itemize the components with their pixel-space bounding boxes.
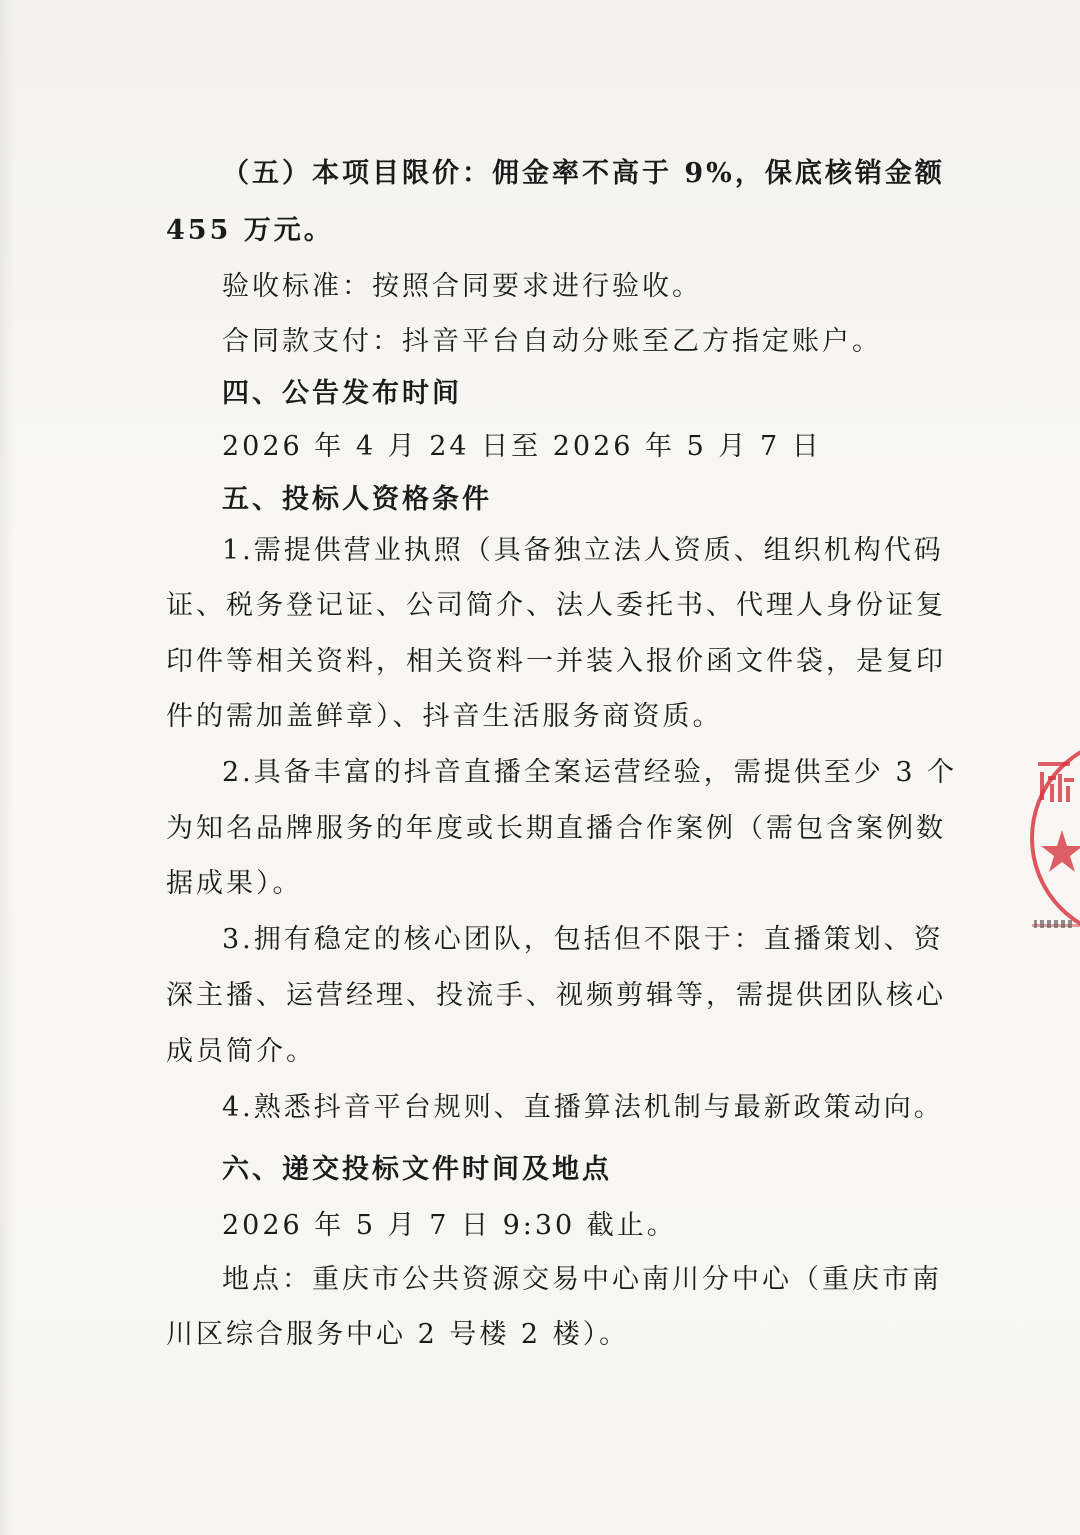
heading-submission-time-place: 六、递交投标文件时间及地点 (222, 1154, 612, 1185)
submission-deadline: 2026 年 5 月 7 日 9:30 截止。 (222, 1210, 677, 1241)
location-line-1: 地点：重庆市公共资源交易中心南川分中心（重庆市南 (222, 1264, 942, 1295)
price-limit-line-1: （五）本项目限价：佣金率不高于 9%，保底核销金额 (222, 158, 945, 189)
price-limit-line-2: 455 万元。 (166, 215, 334, 246)
requirement-3-line-1: 3.拥有稳定的核心团队，包括但不限于：直播策划、资 (222, 924, 944, 955)
requirement-1-line-1: 1.需提供营业执照（具备独立法人资质、组织机构代码 (222, 535, 944, 566)
requirement-2-line-3: 据成果）。 (166, 868, 303, 899)
requirement-2-line-2: 为知名品牌服务的年度或长期直播合作案例（需包含案例数 (166, 813, 946, 844)
heading-announcement-time: 四、公告发布时间 (222, 378, 462, 409)
location-line-2: 川区综合服务中心 2 号楼 2 楼）。 (166, 1319, 630, 1350)
requirement-3-line-3: 成员简介。 (166, 1036, 316, 1067)
heading-bidder-qualifications: 五、投标人资格条件 (222, 484, 492, 515)
requirement-1-line-2: 证、税务登记证、公司简介、法人委托书、代理人身份证复 (166, 590, 946, 621)
seal-icon (1020, 738, 1080, 978)
payment-terms: 合同款支付：抖音平台自动分账至乙方指定账户。 (222, 326, 882, 357)
requirement-1-line-4: 件的需加盖鲜章）、抖音生活服务商资质。 (166, 701, 723, 732)
requirement-1-line-3: 印件等相关资料，相关资料一并装入报价函文件袋，是复印 (166, 646, 946, 677)
announcement-period: 2026 年 4 月 24 日至 2026 年 5 月 7 日 (222, 431, 822, 462)
page-edge-shadow (0, 0, 14, 1535)
acceptance-standard: 验收标准：按照合同要求进行验收。 (222, 271, 702, 302)
requirement-4: 4.熟悉抖音平台规则、直播算法机制与最新政策动向。 (222, 1092, 944, 1123)
requirement-2-line-1: 2.具备丰富的抖音直播全案运营经验，需提供至少 3 个 (222, 757, 958, 788)
official-seal-fragment (1020, 738, 1080, 978)
requirement-3-line-2: 深主播、运营经理、投流手、视频剪辑等，需提供团队核心 (166, 980, 946, 1011)
